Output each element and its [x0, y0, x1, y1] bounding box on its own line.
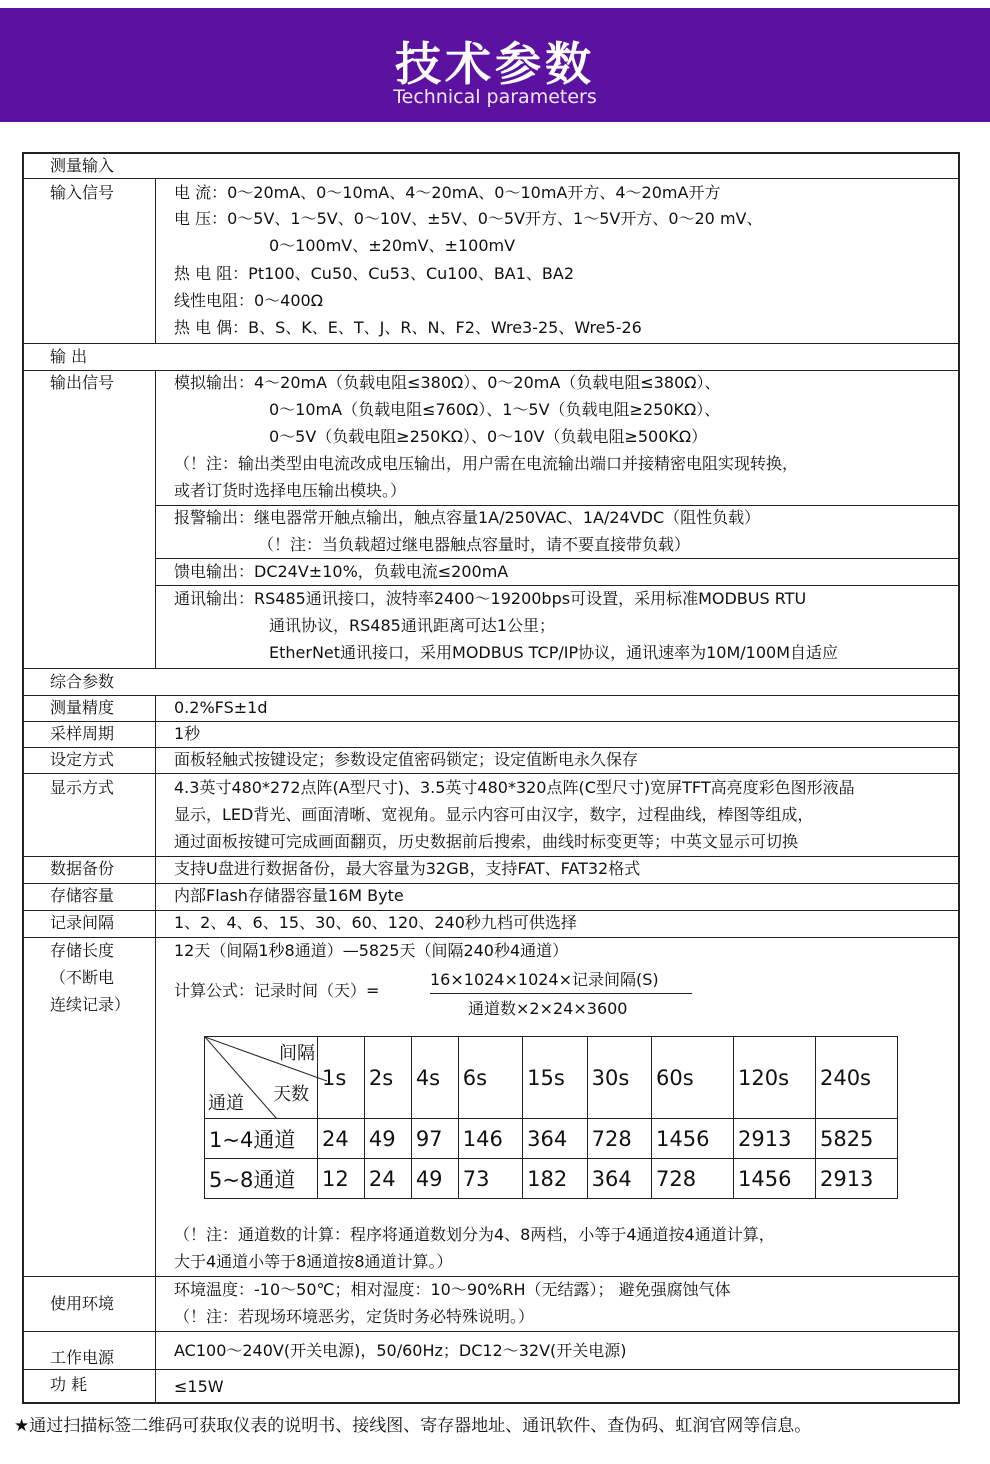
storage-days-table	[204, 1036, 898, 1199]
days-cell: 24	[364, 1159, 411, 1199]
value-power: AC100～240V(开关电源)，50/60Hz；DC12～32V(开关电源)	[174, 1341, 627, 1360]
table-row	[205, 1119, 898, 1159]
comm-output-line: 通讯协议，RS485通讯距离可达1公里；	[269, 616, 555, 635]
row-divider	[22, 1276, 960, 1277]
label-environment: 使用环境	[50, 1294, 115, 1313]
section-measure-input: 测量输入	[50, 156, 115, 175]
formula-fraction-bar	[430, 993, 692, 994]
row-divider	[22, 343, 960, 344]
row-divider	[155, 558, 960, 559]
footer-note: ★通过扫描标签二维码可获取仪表的说明书、接线图、寄存器地址、通讯软件、查伪码、虹润官网等信息。	[14, 1416, 812, 1436]
row-divider	[22, 370, 960, 371]
value-environment: 环境温度：-10～50℃；相对湿度：10～90%RH（无结露）； 避免强腐蚀气体	[174, 1280, 731, 1299]
formula-denominator: 通道数×2×24×3600	[468, 999, 628, 1018]
analog-output-note: 或者订货时选择电压输出模块。）	[174, 481, 407, 500]
days-cell: 2913	[734, 1119, 816, 1159]
label-power: 工作电源	[50, 1348, 115, 1367]
input-rtd: 热 电 阻：Pt100、Cu50、Cu53、Cu100、BA1、BA2	[174, 264, 575, 283]
label-output-signal: 输出信号	[50, 373, 115, 392]
formula-numerator: 16×1024×1024×记录间隔(S)	[430, 970, 659, 989]
interval-header: 60s	[652, 1037, 734, 1119]
value-display-line: 4.3英寸480*272点阵(A型尺寸)、3.5英寸480*320点阵(C型尺寸)宽屏TFT高亮度彩色图形液晶	[174, 778, 855, 797]
table-row	[205, 1159, 898, 1199]
corner-interval-label: 间隔	[279, 1043, 315, 1064]
label-storage-length-note: （不断电	[50, 968, 115, 987]
input-linear-resistance: 线性电阻：0～400Ω	[174, 291, 323, 310]
label-interval: 记录间隔	[50, 913, 115, 932]
analog-output-line: 模拟输出：4～20mA（负载电阻≤380Ω）、0～20mA（负载电阻≤380Ω）、	[174, 373, 721, 392]
days-cell: 49	[411, 1159, 458, 1199]
days-cell: 24	[318, 1119, 365, 1159]
days-cell: 97	[411, 1119, 458, 1159]
days-cell: 1456	[652, 1119, 734, 1159]
days-cell: 5825	[815, 1119, 897, 1159]
header-banner	[0, 8, 990, 122]
interval-header: 1s	[318, 1037, 365, 1119]
days-cell: 12	[318, 1159, 365, 1199]
days-cell: 49	[364, 1119, 411, 1159]
label-sampling: 采样周期	[50, 724, 115, 743]
value-environment-note: （！注：若现场环境恶劣，定货时务必特殊说明。）	[174, 1307, 535, 1326]
alarm-output-note: （！注：当负载超过继电器触点容量时，请不要直接带负载）	[258, 535, 691, 554]
value-consumption: ≤15W	[174, 1377, 224, 1396]
feed-output: 馈电输出：DC24V±10%，负载电流≤200mA	[174, 562, 509, 581]
value-backup: 支持U盘进行数据备份，最大容量为32GB，支持FAT、FAT32格式	[174, 859, 641, 878]
value-accuracy: 0.2%FS±1d	[174, 698, 268, 717]
input-voltage: 电 压：0～5V、1～5V、0～10V、±5V、0～5V开方、1～5V开方、0～20 mV、	[174, 209, 763, 228]
column-divider	[155, 370, 156, 668]
column-divider	[155, 695, 156, 1404]
analog-output-line: 0～5V（负载电阻≥250KΩ）、0～10V（负载电阻≥500KΩ）	[269, 427, 708, 446]
interval-header: 15s	[523, 1037, 587, 1119]
days-cell: 728	[652, 1159, 734, 1199]
days-cell: 73	[458, 1159, 522, 1199]
column-divider	[155, 178, 156, 343]
row-divider	[22, 721, 960, 722]
label-capacity: 存储容量	[50, 886, 115, 905]
row-divider	[22, 178, 960, 179]
days-cell: 728	[587, 1119, 651, 1159]
value-display-line: 显示，LED背光、画面清晰、宽视角。显示内容可由汉字，数字，过程曲线，棒图等组成，	[174, 805, 814, 824]
input-current: 电 流：0～20mA、0～10mA、4～20mA、0～10mA开方、4～20mA开方	[174, 183, 721, 202]
label-storage-length: 存储长度	[50, 941, 115, 960]
interval-header: 240s	[815, 1037, 897, 1119]
label-backup: 数据备份	[50, 859, 115, 878]
value-interval: 1、2、4、6、15、30、60、120、240秒九档可供选择	[174, 913, 577, 932]
label-input-signal: 输入信号	[50, 183, 115, 202]
label-setting: 设定方式	[50, 750, 115, 769]
corner-channel-label: 通道	[208, 1093, 244, 1114]
analog-output-line: 0～10mA（负载电阻≤760Ω）、1～5V（负载电阻≥250KΩ）、	[269, 400, 721, 419]
row-divider	[22, 695, 960, 696]
value-capacity: 内部Flash存储器容量16M Byte	[174, 886, 404, 905]
label-consumption: 功 耗	[50, 1375, 88, 1394]
row-divider	[22, 1369, 960, 1370]
interval-header: 2s	[364, 1037, 411, 1119]
days-cell: 2913	[815, 1159, 897, 1199]
value-storage-range: 12天（间隔1秒8通道）—5825天（间隔240秒4通道）	[174, 941, 569, 960]
interval-header: 4s	[411, 1037, 458, 1119]
comm-output-line: EtherNet通讯接口，采用MODBUS TCP/IP协议，通讯速率为10M/100M自适应	[269, 643, 838, 662]
row-divider	[22, 1331, 960, 1332]
row-divider	[22, 910, 960, 911]
days-cell: 182	[523, 1159, 587, 1199]
interval-header: 120s	[734, 1037, 816, 1119]
input-thermocouple: 热 电 偶：B、S、K、E、T、J、R、N、F2、Wre3-25、Wre5-26	[174, 318, 642, 337]
row-divider	[22, 747, 960, 748]
row-divider	[22, 883, 960, 884]
page-subtitle: Technical parameters	[393, 86, 597, 108]
label-accuracy: 测量精度	[50, 698, 115, 717]
interval-header: 6s	[458, 1037, 522, 1119]
row-divider	[155, 505, 960, 506]
days-cell: 146	[458, 1119, 522, 1159]
label-display: 显示方式	[50, 778, 115, 797]
row-label: 5~8通道	[205, 1159, 318, 1199]
interval-header: 30s	[587, 1037, 651, 1119]
table-corner-cell	[205, 1037, 318, 1119]
corner-days-label: 天数	[273, 1084, 309, 1105]
formula-label: 计算公式：记录时间（天）=	[174, 981, 380, 1000]
row-divider	[155, 585, 960, 586]
section-output: 输 出	[50, 347, 88, 366]
row-divider	[22, 668, 960, 669]
analog-output-note: （！注：输出类型由电流改成电压输出，用户需在电流输出端口并接精密电阻实现转换，	[174, 454, 799, 473]
days-cell: 1456	[734, 1159, 816, 1199]
label-storage-length-note: 连续记录）	[50, 995, 131, 1014]
row-divider	[22, 773, 960, 774]
storage-note-line: （！注：通道数的计算：程序将通道数划分为4、8两档，小等于4通道按4通道计算，	[174, 1225, 775, 1244]
input-voltage-cont: 0～100mV、±20mV、±100mV	[269, 236, 516, 255]
storage-note-line: 大于4通道小等于8通道按8通道计算。）	[174, 1252, 453, 1271]
value-sampling: 1秒	[174, 724, 201, 743]
row-divider	[22, 937, 960, 938]
page-title: 技术参数	[395, 37, 595, 91]
comm-output-line: 通讯输出：RS485通讯接口，波特率2400～19200bps可设置，采用标准MODBUS RTU	[174, 589, 807, 608]
row-label: 1~4通道	[205, 1119, 318, 1159]
days-cell: 364	[523, 1119, 587, 1159]
days-cell: 364	[587, 1159, 651, 1199]
alarm-output: 报警输出：继电器常开触点输出，触点容量1A/250VAC、1A/24VDC（阻性负载）	[174, 508, 761, 527]
row-divider	[22, 856, 960, 857]
value-setting: 面板轻触式按键设定；参数设定值密码锁定；设定值断电永久保存	[174, 750, 639, 769]
value-display-line: 通过面板按键可完成画面翻页，历史数据前后搜索，曲线时标变更等；中英文显示可切换	[174, 832, 799, 851]
section-general: 综合参数	[50, 672, 115, 691]
